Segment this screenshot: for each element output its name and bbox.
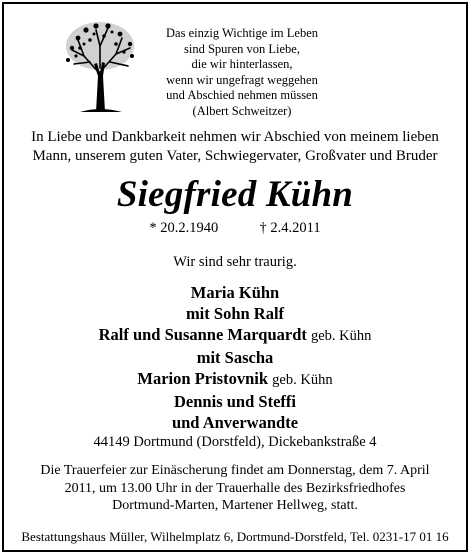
quote-line: sind Spuren von Liebe, xyxy=(184,41,300,56)
maiden-name: geb. Kühn xyxy=(311,328,372,344)
tree-illustration-icon xyxy=(60,16,140,114)
quote-line: und Abschied nehmen müssen xyxy=(166,88,318,103)
ceremony-line: 2011, um 13.00 Uhr in der Trauerhalle des Bezirksfriedhofes xyxy=(64,480,406,496)
death-date: † 2.4.2011 xyxy=(259,220,321,236)
birth-date: * 20.2.1940 xyxy=(149,220,219,236)
funeral-home-footer: Bestattungshaus Müller, Wilhelmplatz 6, Dortmund-Dorstfeld, Tel. 0231-17 01 16 xyxy=(21,529,449,544)
quote-block xyxy=(142,26,342,120)
intro-text xyxy=(4,128,466,166)
quote-line: wenn wir ungefragt weggehen xyxy=(166,72,318,87)
mourners-list xyxy=(4,282,466,433)
quote-line: Das einzig Wichtige im Leben xyxy=(166,26,318,40)
mourner-line: Maria Kühn xyxy=(190,283,280,302)
quote-author: (Albert Schweitzer) xyxy=(192,103,292,118)
mourner-line: mit Sohn Ralf xyxy=(185,304,285,323)
obituary-notice xyxy=(2,2,468,552)
mourning-line: Wir sind sehr traurig. xyxy=(173,254,297,270)
mourner-name: Ralf und Susanne Marquardt xyxy=(98,325,307,344)
mourner-line: mit Sascha xyxy=(196,348,274,367)
ceremony-line: Die Trauerfeier zur Einäscherung findet am Donnerstag, dem 7. April xyxy=(40,463,430,478)
ceremony-line: Dortmund-Marten, Martener Hellweg, statt. xyxy=(112,498,358,513)
mourner-line xyxy=(4,324,466,347)
mourner-name: Marion Pristovnik xyxy=(137,369,269,388)
mourner-line: und Anverwandte xyxy=(171,413,299,432)
life-dates xyxy=(4,219,466,237)
quote-line: die wir hinterlassen, xyxy=(191,57,293,72)
intro-line: In Liebe und Dankbarkeit nehmen wir Abschied von meinem lieben xyxy=(31,129,439,145)
mourner-line: Dennis und Steffi xyxy=(174,392,296,411)
mourner-line xyxy=(4,368,466,391)
maiden-name: geb. Kühn xyxy=(272,372,333,388)
ceremony-info xyxy=(4,462,466,515)
intro-line: Mann, unserem guten Vater, Schwiegervater, Großvater und Bruder xyxy=(32,148,438,164)
family-address: 44149 Dortmund (Dorstfeld), Dickebankstraße 4 xyxy=(93,434,377,450)
deceased-name: Siegfried Kühn xyxy=(116,174,354,215)
